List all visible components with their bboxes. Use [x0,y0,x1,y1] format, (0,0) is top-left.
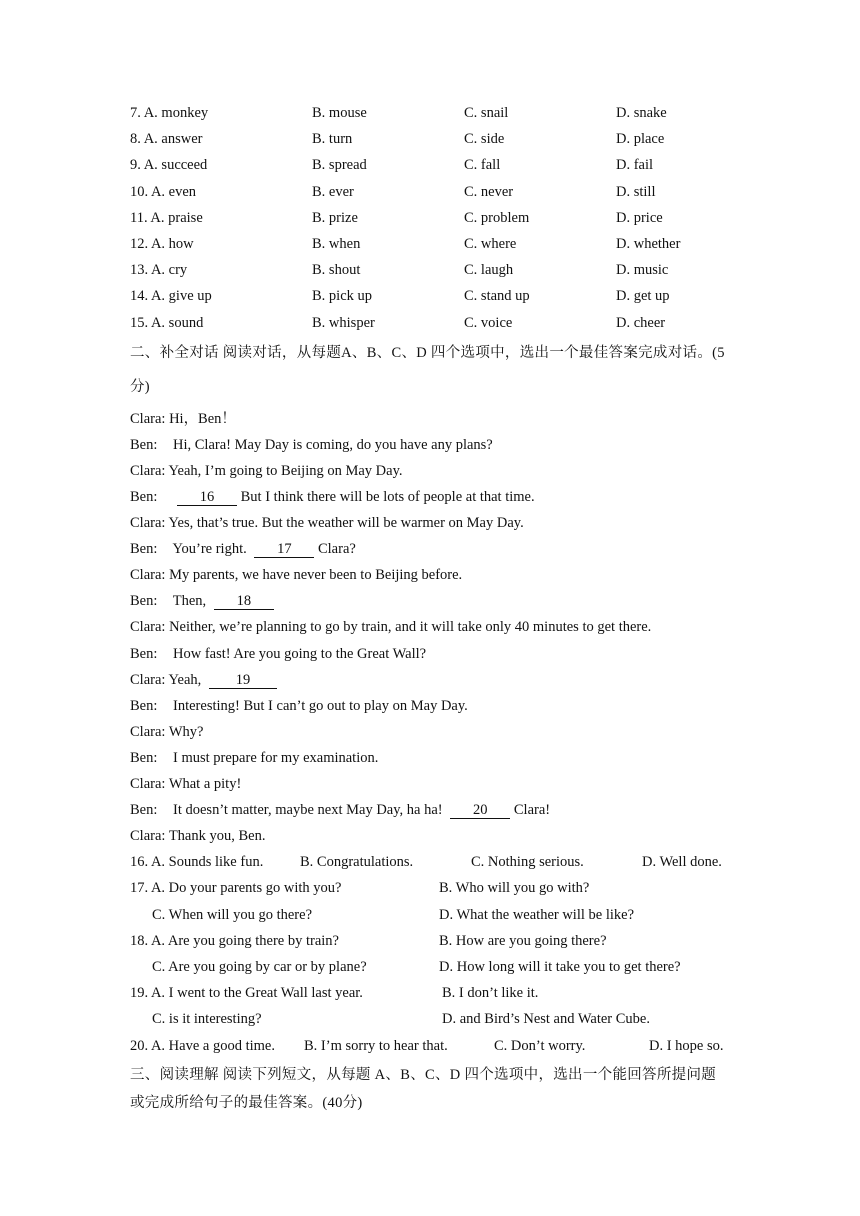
question-row: 20. A. Have a good time. B. I’m sorry to hear that. C. Don’t worry. D. I hope so. [130,1037,724,1054]
answer-blank[interactable]: 17 [254,541,314,558]
question-row: 8. A. answer B. turn C. side D. place [130,131,665,148]
answer-blank[interactable]: 16 [177,489,237,506]
dialogue-line: Ben: Then, 18 [130,588,730,614]
dialogue-line: Ben: 16 But I think there will be lots of people at that time. [130,488,535,505]
question-row: C. is it interesting? D. and Bird’s Nest and Water Cube. [152,1011,650,1028]
section-heading: 三、阅读理解 阅读下列短文，从每题 A、B、C、D 四个选项中，选出一个能回答所提问题或完成所给句子的最佳答案。(40分) [130,1066,717,1111]
question-row: C. Are you going by car or by plane? D. How long will it take you to get there? [152,959,681,976]
vocab-options [130,100,730,336]
question-row: 9. A. succeed B. spread C. fall D. fail [130,157,654,174]
question-row: 17. A. Do your parents go with you? B. Who will you go with? [130,880,590,897]
dialogue-line: Clara: Why? [130,723,204,740]
question-row: 10. A. even B. ever C. never D. still [130,183,656,200]
dialogue-line: Clara: My parents, we have never been to Beijing before. [130,567,463,584]
section-heading: 二、补全对话 阅读对话，从每题A、B、C、D 四个选项中，选出一个最佳答案完成对话。(5分) [130,344,725,395]
question-row: 11. A. praise B. prize C. problem D. price [130,209,663,226]
question-row: 13. A. cry B. shout C. laugh D. music [130,262,669,279]
answer-blank[interactable]: 19 [209,672,277,689]
question-row: 12. A. how B. when C. where D. whether [130,235,681,252]
dialogue-line: Clara: Yes, that’s true. But the weather will be warmer on May Day. [130,515,524,532]
question-row: 19. A. I went to the Great Wall last year. B. I don’t like it. [130,985,539,1002]
dialogue-line: Clara: Neither, we’re planning to go by train, and it will take only 40 minutes to get there. [130,619,652,636]
dialogue-options [130,849,730,1059]
question-row: C. When will you go there? D. What the weather will be like? [152,906,635,923]
dialogue-line: Clara: Thank you, Ben. [130,828,266,845]
dialogue-line: Ben: Interesting! But I can’t go out to play on May Day. [130,697,468,714]
exam-page [130,100,730,1117]
dialogue-line: Ben: Hi, Clara! May Day is coming, do you have any plans? [130,436,493,453]
dialogue-line: Clara: Hi，Ben！ [130,410,236,427]
dialogue-line: Clara: Yeah, 19 [130,667,730,693]
answer-blank[interactable]: 18 [214,593,274,610]
question-row: 7. A. monkey B. mouse C. snail D. snake [130,105,667,121]
dialogue-line: Clara: Yeah, I’m going to Beijing on May Day. [130,462,403,479]
question-row: 15. A. sound B. whisper C. voice D. cheer [130,314,666,331]
dialogue-line: Ben: It doesn’t matter, maybe next May Day, ha ha! 20 Clara! [130,802,551,819]
dialogue-line: Clara: What a pity! [130,776,242,792]
answer-blank[interactable]: 20 [450,802,510,819]
dialogue-line: Ben: I must prepare for my examination. [130,749,379,766]
dialogue [130,406,730,850]
question-row: 18. A. Are you going there by train? B. How are you going there? [130,932,607,949]
dialogue-line: Ben: You’re right. 17 Clara? [130,541,356,558]
question-row: 16. A. Sounds like fun. B. Congratulations. C. Nothing serious. D. Well done. [130,854,722,871]
dialogue-line: Ben: How fast! Are you going to the Great Wall? [130,645,427,662]
question-row: 14. A. give up B. pick up C. stand up D. get up [130,288,670,305]
